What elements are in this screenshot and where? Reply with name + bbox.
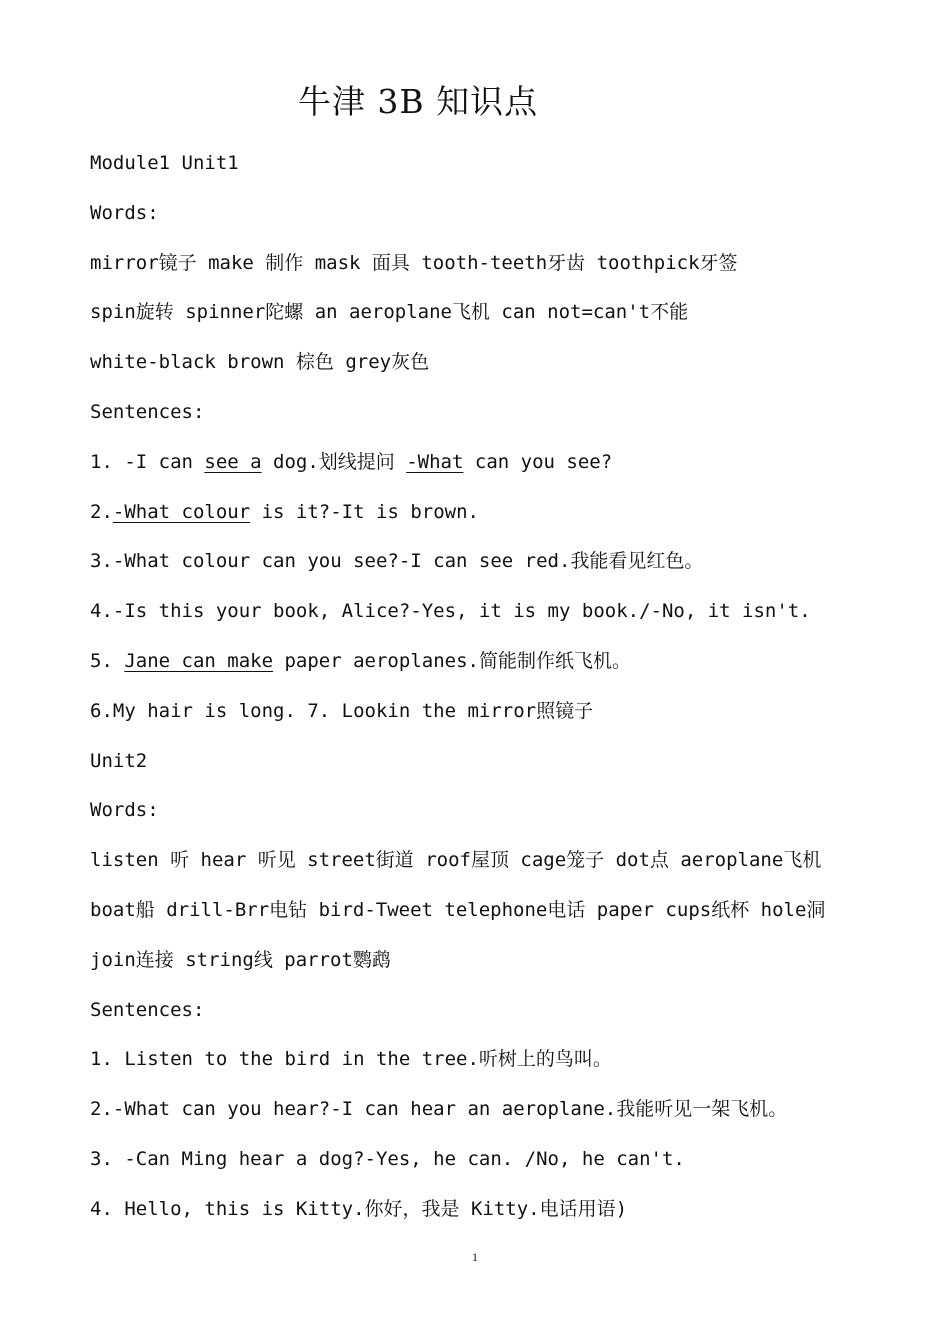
text-line [90,200,910,226]
text-line [90,449,910,475]
line-text: Sentences: [90,401,205,423]
text-line [90,598,910,624]
page-number: 1 [472,1250,478,1264]
line-text: boat船 drill-Brr电钻 bird-Tweet telephone电话 paper cups纸杯 hole洞 [90,899,826,921]
line-text: 1. Listen to the bird in the tree.听树上的鸟叫。 [90,1048,612,1071]
line-text: is it?-It is brown. [250,500,479,523]
line-text: Words: [90,201,159,224]
line-text: 4. Hello, this is Kitty.你好，我是 Kitty.电话用语) [90,1197,628,1220]
line-text: paper aeroplanes.简能制作纸飞机。 [273,650,631,672]
text-line [90,897,910,923]
underlined-text: see a [204,450,262,473]
text-line [90,1046,910,1072]
line-text: Module1 Unit1 [90,152,239,174]
line-text: dog.划线提问 [261,450,407,473]
line-text: 3.-What colour can you see?-I can see red.我能看见红色。 [90,550,704,573]
line-text: join连接 string线 parrot鹦鹉 [90,948,391,971]
text-line [90,1096,910,1122]
text-line [90,499,910,525]
text-line [90,1146,910,1172]
text-line [90,399,910,425]
text-line [90,847,910,873]
line-text: Unit2 [90,749,148,772]
line-text: can you see? [463,450,613,473]
text-line [90,947,910,973]
line-text: 4.-Is this your book, Alice?-Yes, it is my book./-No, it isn't. [90,600,811,623]
underlined-text: -What colour [112,500,251,523]
text-line [90,997,910,1023]
text-line [90,349,910,375]
text-line [90,748,910,774]
line-text: spin旋转 spinner陀螺 an aeroplane飞机 can not=can't不能 [90,301,689,324]
text-line [90,250,910,276]
line-text: 1. -I can [90,450,205,473]
text-line [90,648,910,674]
line-text: Sentences: [90,998,205,1021]
line-text: listen 听 hear 听见 street街道 roof屋顶 cage笼子 dot点 aeroplane飞机 [90,849,822,872]
page-title: 牛津 3B 知识点 [297,82,539,121]
line-text: 2.-What can you hear?-I can hear an aeroplane.我能听见一架飞机。 [90,1098,788,1121]
text-line [90,548,910,574]
text-line [90,797,910,823]
line-text: mirror镜子 make 制作 mask 面具 tooth-teeth牙齿 toothpick牙签 [90,251,738,274]
text-line [90,698,910,724]
line-text: 5. [90,650,125,672]
line-text: Words: [90,799,159,822]
line-text: 2. [90,500,113,523]
underlined-text: -What [406,450,464,473]
text-line [90,299,910,325]
underlined-text: Jane can make [124,650,274,672]
line-text: 3. -Can Ming hear a dog?-Yes, he can. /No, he can't. [90,1148,685,1170]
text-line [90,1196,910,1222]
line-text: 6.My hair is long. 7. Lookin the mirror照镜子 [90,699,594,722]
text-line [90,150,910,176]
line-text: white-black brown 棕色 grey灰色 [90,351,430,374]
